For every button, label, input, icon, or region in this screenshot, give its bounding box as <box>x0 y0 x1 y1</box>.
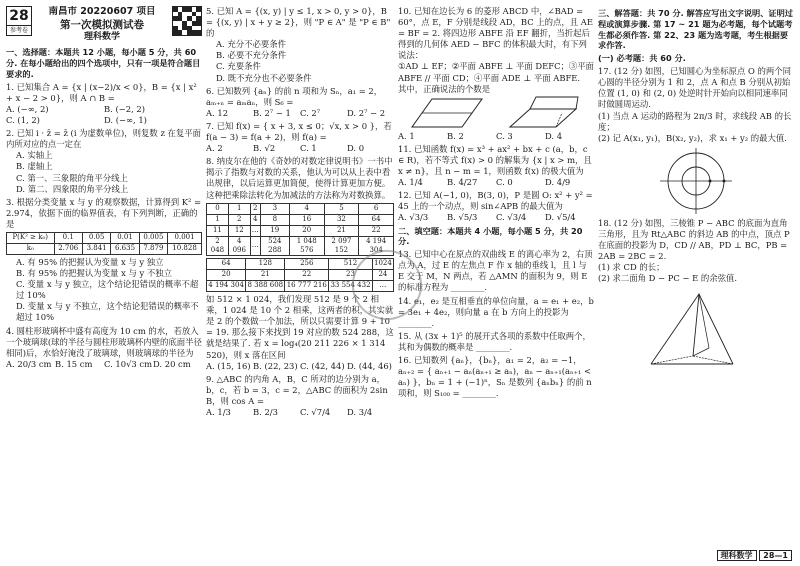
table-cell: 128 <box>246 259 285 270</box>
question-8-option-d: D. (44, 46) <box>347 360 392 371</box>
question-8-text: 如 512 × 1 024，我们发现 512 是 9 个 2 相乘，1 024 是 10 个 2 相乘，这两者的积，其实就是 2 的个数做一个加法，所以只需要计算 9 + 10 = 19. 那么接下来找到 19 对应的数 524 288，这就是结果了. 若 x = log₄(20 211 226 × 1 314 520)，则 x 落在区间 <box>206 294 394 360</box>
table-cell: 33 554 432 <box>329 281 373 292</box>
concentric-circles-diagram <box>656 146 736 216</box>
question-5-option-a: A. 充分不必要条件 <box>216 39 286 50</box>
qr-code-icon <box>172 6 202 36</box>
table-cell: 1 048 576 <box>289 236 324 255</box>
question-5-option-c: C. 充要条件 <box>216 61 261 72</box>
table-cell: 2.706 <box>54 243 82 254</box>
question-7-option-b: B. √2 <box>253 143 276 154</box>
question-6-option-c: C. 2⁷ <box>300 107 321 118</box>
table-cell: 11 <box>207 225 229 236</box>
question-5-option-b: B. 必要不充分条件 <box>216 50 287 61</box>
question-7-option-c: C. 1 <box>300 143 317 154</box>
question-12-option-d: D. √5/4 <box>545 212 576 223</box>
column-4 <box>598 6 794 544</box>
question-1-option-c: C. (1, 2) <box>6 115 40 126</box>
question-14: 14. e₁，e₂ 是互相垂直的单位向量，a = e₁ + e₂，b = 3e₁ + 4e₂，则向量 a 在 b 方向上的投影为 ________. <box>398 295 594 328</box>
table-cell: 20 <box>207 270 246 281</box>
table-cell: 0.1 <box>54 232 82 243</box>
question-10 <box>398 6 594 142</box>
question-12-option-a: A. √3/3 <box>398 212 429 223</box>
question-11-option-b: B. 4/27 <box>447 177 478 188</box>
page-footer <box>717 551 793 562</box>
question-5-option-d: D. 既不充分也不必要条件 <box>216 72 312 83</box>
column-3 <box>398 6 594 544</box>
table-cell: 16 <box>289 214 324 225</box>
table-cell: 6.635 <box>111 243 139 254</box>
table-cell: 1024 <box>372 259 393 270</box>
table-cell: 4 194 304 <box>207 281 246 292</box>
rhombus-folded-diagram <box>506 95 584 131</box>
question-4 <box>6 326 202 370</box>
question-8-option-b: B. (22, 23) <box>253 360 298 371</box>
table-cell: 4 096 <box>228 236 250 255</box>
rhombus-flat-diagram <box>408 95 486 131</box>
table-cell: 0.05 <box>82 232 110 243</box>
table-cell: 0.001 <box>168 232 202 243</box>
question-1-option-a: A. (−∞, 2) <box>6 103 49 114</box>
section-1-title: 一、选择题：本题共 12 小题，每小题 5 分，共 60 分. 在每小题给出的四个选项中，只有一项是符合题目要求的. <box>6 47 201 79</box>
question-17-part-2: (2) 记 A(x₁, y₁)，B(x₂, y₂)，求 x₁ + y₂ 的最大值. <box>598 132 787 143</box>
question-18-part-2: (2) 求二面角 D − PC − E 的余弦值. <box>598 273 738 284</box>
question-13: 13. 已知中心在原点的双曲线 E 的离心率为 2，右顶点为 A，过 E 的左焦点 F 作 x 轴的垂线 l，且 l 与 E 交于 M，N 两点，若 △AMN 的面积为 9，则 E 的标准方程为 ________. <box>398 249 593 293</box>
table-cell: 1 <box>228 203 250 214</box>
question-1-stem: 1. 已知集合 A = {x | (x−2)/x < 0}，B = {x | x² + x − 2 > 0}，则 A ∩ B = <box>6 81 197 103</box>
question-3-option-b: B. 有 95% 的把握认为变量 x 与 y 不独立 <box>16 268 173 279</box>
question-9-option-c: C. √7/4 <box>300 407 331 417</box>
question-10-option-b: B. 2 <box>447 130 464 141</box>
paper-titles <box>36 6 168 44</box>
table-cell: 21 <box>246 270 285 281</box>
question-4-option-b: B. 15 cm <box>55 358 93 369</box>
table-cell: 2 097 152 <box>324 236 359 255</box>
badge-subtitle: 参考卷 <box>7 25 31 35</box>
question-12 <box>398 190 594 223</box>
question-12-option-b: B. √5/3 <box>447 212 478 223</box>
question-2 <box>6 128 202 195</box>
question-11-option-a: A. 1/4 <box>398 177 423 188</box>
question-9-stem: 9. △ABC 的内角 A，B，C 所对的边分别为 a，b，c，若 b = 3，c = 2，△ABC 的面积为 2sin B，则 cos A = <box>206 373 388 406</box>
title-line-3: 理科数学 <box>83 32 120 43</box>
section-2-title: 二、填空题：本题共 4 小题，每小题 5 分，共 20 分. <box>398 225 583 247</box>
badge-number: 28 <box>9 8 29 24</box>
question-17 <box>598 66 794 216</box>
question-3-option-c: C. 变量 x 与 y 独立，这个结论犯错误的概率不超过 10% <box>16 279 199 301</box>
question-9-option-d: D. 3/4 <box>347 407 373 417</box>
table-cell: 22 <box>285 270 329 281</box>
question-18 <box>598 218 794 377</box>
question-10-option-d: D. 4 <box>545 130 563 141</box>
question-18-part-1: (1) 求 CD 的长； <box>598 262 665 273</box>
table-cell: 1 <box>207 214 229 225</box>
question-16: 16. 已知数列 {aₙ}，{bₙ}，a₁ = 2，a₂ = −1，aₙ₊₂ = { aₙ₊₁ − aₙ(aₙ₊₁ ≥ aₙ)，aₙ − aₙ₊₁(aₙ₊₁ < aₙ) }，bₙ = 1 + (−1)ⁿ，Sₙ 是数列 {aₙbₙ} 的前 n 项和，则 S₁₀₀ = ________. <box>398 355 592 399</box>
table-cell: … <box>250 225 260 236</box>
question-2-option-a: A. 实轴上 <box>16 150 53 161</box>
question-10-stem: 10. 已知在边长为 6 的菱形 ABCD 中，∠BAD = 60°，点 E，F 分别是线段 AD，BC 上的点，且 AE = BF = 2. 将四边形 ABFE 沿 EF 翻折，当折起后得到的几何体 AED − BFC 的体积最大时，有下列说法： <box>398 6 593 61</box>
question-7-option-d: D. 0 <box>347 143 365 154</box>
section-3-subtitle: (一) 必考题：共 60 分. <box>598 53 686 64</box>
question-18-stem: 18. (12 分) 如图，三棱锥 P − ABC 的底面为直角三角形，且为 Rt△ABC 的斜边 AB 的中点，顶点 P 在底面的投影为 D，CD // AB，PD ⊥ BC，PB = 2AB = 2BC = 2. <box>598 217 790 262</box>
table-cell: 7.879 <box>139 243 167 254</box>
table-cell: 24 <box>372 270 393 281</box>
table-cell: 64 <box>359 214 394 225</box>
question-8-option-a: A. (15, 16) <box>206 360 251 371</box>
question-17-part-1: (1) 当点 A 运动的路程为 2π/3 时，求线段 AB 的长度； <box>598 110 792 132</box>
table-cell: 4 <box>289 203 324 214</box>
question-6 <box>206 86 394 119</box>
question-4-option-d: D. 20 cm <box>153 358 191 369</box>
table-cell: 32 <box>324 214 359 225</box>
question-4-stem: 4. 圆柱形玻璃杯中盛有高度为 10 cm 的水，若放入一个玻璃球(球的半径与圆柱形玻璃杯内壁的底面半径相同)后，水恰好淹没了玻璃球，则玻璃球的半径为 <box>6 325 202 358</box>
question-3-option-d: D. 变量 x 与 y 不独立，这个结论犯错误的概率不超过 10% <box>16 301 199 323</box>
question-6-option-d: D. 2⁷ − 2 <box>347 107 386 118</box>
table-cell: 23 <box>329 270 373 281</box>
footer-subject: 理科数学 <box>717 550 757 561</box>
question-2-stem: 2. 已知 i · z̄ = z̄ (i 为虚数单位)，则复数 z 在复平面内所对应的点一定在 <box>6 128 202 150</box>
footer-page-number: 28—1 <box>759 550 792 561</box>
question-4-option-a: A. 20/3 cm <box>6 358 52 369</box>
question-2-option-c: C. 第一、三象限的角平分线上 <box>16 172 128 183</box>
question-7-stem: 7. 已知 f(x) = { x + 3, x ≤ 0；√x, x > 0 }，若 f(a − 3) = f(a + 2)，则 f(a) = <box>206 120 392 143</box>
question-8-stem: 8. 纳皮尔在他的《奇妙的对数定律说明书》一书中揭示了指数与对数的关系，他认为可以从上表中看出规律，以后运算更加简便，使得计算更加方便。这种把乘除法转化为加减法的方法称为对数换算。 <box>206 156 393 200</box>
table-cell: 22 <box>359 225 394 236</box>
question-9-option-b: B. 2/3 <box>253 407 278 417</box>
question-12-stem: 12. 已知 A(−1, 0)，B(3, 0)，P 是圆 O: x² + y² = 45 上的一个动点，则 sin∠APB 的最大值为 <box>398 190 593 212</box>
paper-header <box>6 6 202 44</box>
table-cell: 0 <box>207 203 229 214</box>
question-2-option-d: D. 第二、四象限的角平分线上 <box>16 183 129 194</box>
question-1-option-d: D. (−∞, 1) <box>104 115 147 126</box>
table-cell: 5 <box>324 203 359 214</box>
question-10-option-a: A. 1 <box>398 130 415 141</box>
power-table-1 <box>206 203 394 256</box>
question-11-stem: 11. 已知函数 f(x) = x³ + ax² + bx + c (a，b，c ∈ R)，若不等式 f(x) > 0 的解集为 {x | x > m，且 x ≠ n}，且 n − m = 1，则函数 f(x) 的极大值为 <box>398 143 592 177</box>
question-6-stem: 6. 已知数列 {aₙ} 的前 n 项和为 Sₙ，a₁ = 2，aₘ₊ₙ = aₘaₙ，则 S₆ = <box>206 85 383 107</box>
question-3 <box>6 197 202 324</box>
table-cell: 4 194 304 <box>359 236 394 255</box>
table-cell: 2 <box>228 214 250 225</box>
question-3-option-a: A. 有 95% 的把握认为变量 x 与 y 独立 <box>16 256 164 267</box>
table-cell: 20 <box>289 225 324 236</box>
table-cell: P(K² ≥ k₀) <box>7 232 55 243</box>
question-6-option-a: A. 12 <box>206 107 229 118</box>
table-cell: 8 388 608 <box>246 281 285 292</box>
question-7 <box>206 121 394 154</box>
table-cell: 0.005 <box>139 232 167 243</box>
question-9 <box>206 374 394 418</box>
table-cell: 64 <box>207 259 246 270</box>
table-cell: 8 <box>260 214 289 225</box>
question-11 <box>398 144 594 188</box>
table-cell: 21 <box>324 225 359 236</box>
table-cell: k₀ <box>7 243 55 254</box>
table-cell: 0.01 <box>111 232 139 243</box>
table-cell: … <box>372 281 393 292</box>
question-10-ask: 其中，正确说法的个数是 <box>398 83 491 94</box>
question-7-option-a: A. 2 <box>206 143 223 154</box>
table-cell: 10.828 <box>168 243 202 254</box>
table-cell: 4 <box>250 214 260 225</box>
question-10-items: ①AD ⊥ EF；②平面 ABFE ⊥ 平面 DEFC；③平面 ABFE // 平面 CD；④平面 ADE ⊥ 平面 ABFE. <box>398 61 594 83</box>
question-3-stem: 3. 根据分类变量 x 与 y 的观察数据，计算得到 K² = 2.974，依据下面的临界值表，有下列判断，正确的是 <box>6 196 202 229</box>
question-9-option-a: A. 1/3 <box>206 407 231 417</box>
question-11-option-c: C. 0 <box>496 177 513 188</box>
column-1 <box>6 6 202 544</box>
question-8-option-c: C. (42, 44) <box>300 360 345 371</box>
question-12-option-c: C. √3/4 <box>496 212 527 223</box>
question-15: 15. 从 (3x + 1)⁵ 的展开式各项的系数中任取两个，其和为偶数的概率是 ________. <box>398 330 591 352</box>
title-line-1: 南昌市 20220607 项目 <box>48 6 156 17</box>
table-cell: 512 <box>329 259 373 270</box>
section-3-title: 三、解答题：共 70 分. 解答应写出文字说明、证明过程或演算步骤. 第 17 ~ 21 题为必考题，每个试题考生都必须作答. 第 22、23 题为选考题，考生根据要求作答. <box>598 8 793 51</box>
table-cell: 256 <box>285 259 329 270</box>
table-cell: 3 <box>260 203 289 214</box>
table-cell: 6 <box>359 203 394 214</box>
question-5 <box>206 6 394 84</box>
table-cell: 2 048 <box>207 236 229 255</box>
table-cell: 19 <box>260 225 289 236</box>
question-17-stem: 17. (12 分) 如图，已知圆心为坐标原点 O 的两个同心圆的半径分别为 1 和 2，点 A 和点 B 分别从初始位置 (1, 0) 和 (2, 0) 处逆时针开始向以相同速率同时做圆周运动. <box>598 66 792 110</box>
question-6-option-b: B. 2⁷ − 1 <box>253 107 291 118</box>
table-cell: 16 777 216 <box>285 281 329 292</box>
question-1-option-b: B. (−2, 2) <box>104 103 146 114</box>
title-line-2: 第一次模拟测试卷 <box>60 18 144 31</box>
pyramid-diagram <box>641 286 751 376</box>
critical-value-table <box>6 232 202 255</box>
rhombus-figures <box>398 95 594 131</box>
question-4-option-c: C. 10√3 cm <box>104 358 153 369</box>
question-1 <box>6 82 202 126</box>
table-cell: 2 <box>250 203 260 214</box>
table-cell: 3.841 <box>82 243 110 254</box>
question-11-option-d: D. 4/9 <box>545 177 571 188</box>
table-cell: 12 <box>228 225 250 236</box>
table-cell: 524 288 <box>260 236 289 255</box>
question-5-stem: 5. 已知 A = {(x, y) | y ≤ 1, x > 0, y > 0}，B = {(x, y) | x + y ≥ 2}，则 "P ∈ A" 是 "P ∈ B" 的 <box>206 6 391 39</box>
table-cell: … <box>250 236 260 255</box>
paper-badge <box>6 6 32 36</box>
question-10-option-c: C. 3 <box>496 130 513 141</box>
question-2-option-b: B. 虚轴上 <box>16 161 53 172</box>
